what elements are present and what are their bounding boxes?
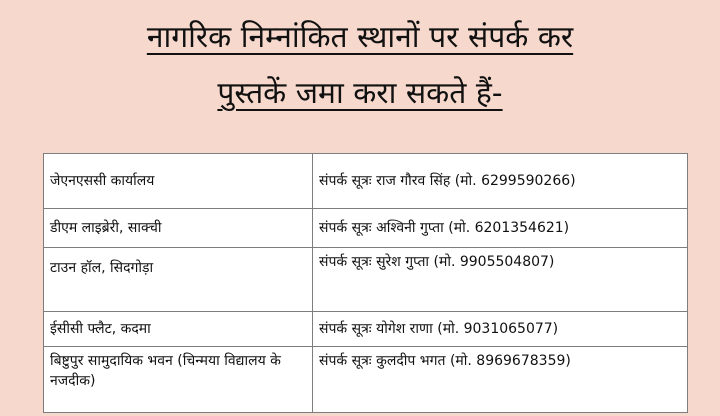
- table-row: [44, 154, 688, 209]
- location-cell: जेएनएससी कार्यालय: [44, 154, 313, 209]
- heading-line-2: पुस्तकें जमा करा सकते हैं-: [217, 76, 503, 111]
- heading-line-1: नागरिक निम्नांकित स्थानों पर संपर्क कर: [146, 20, 574, 55]
- contact-cell: संपर्क सूत्रः योगेश राणा (मो. 9031065077): [313, 312, 688, 347]
- table-row: [44, 248, 688, 312]
- contact-table: [43, 153, 688, 413]
- contact-cell: संपर्क सूत्रः अश्विनी गुप्ता (मो. 6201354621): [313, 209, 688, 248]
- table-row: [44, 347, 688, 413]
- contact-cell: संपर्क सूत्रः कुलदीप भगत (मो. 8969678359): [313, 347, 688, 413]
- contact-cell: संपर्क सूत्रः सुरेश गुप्ता (मो. 9905504807): [313, 248, 688, 312]
- table-row: [44, 209, 688, 248]
- location-cell: टाउन हॉल, सिदगोड़ा: [44, 248, 313, 312]
- table-row: [44, 312, 688, 347]
- location-cell: बिष्टुपुर सामुदायिक भवन (चिन्मया विद्यालय के नजदीक): [44, 347, 313, 413]
- location-cell: ईसीसी फ्लैट, कदमा: [44, 312, 313, 347]
- contact-cell: संपर्क सूत्रः राज गौरव सिंह (मो. 6299590266): [313, 154, 688, 209]
- location-cell: डीएम लाइब्रेरी, साक्ची: [44, 209, 313, 248]
